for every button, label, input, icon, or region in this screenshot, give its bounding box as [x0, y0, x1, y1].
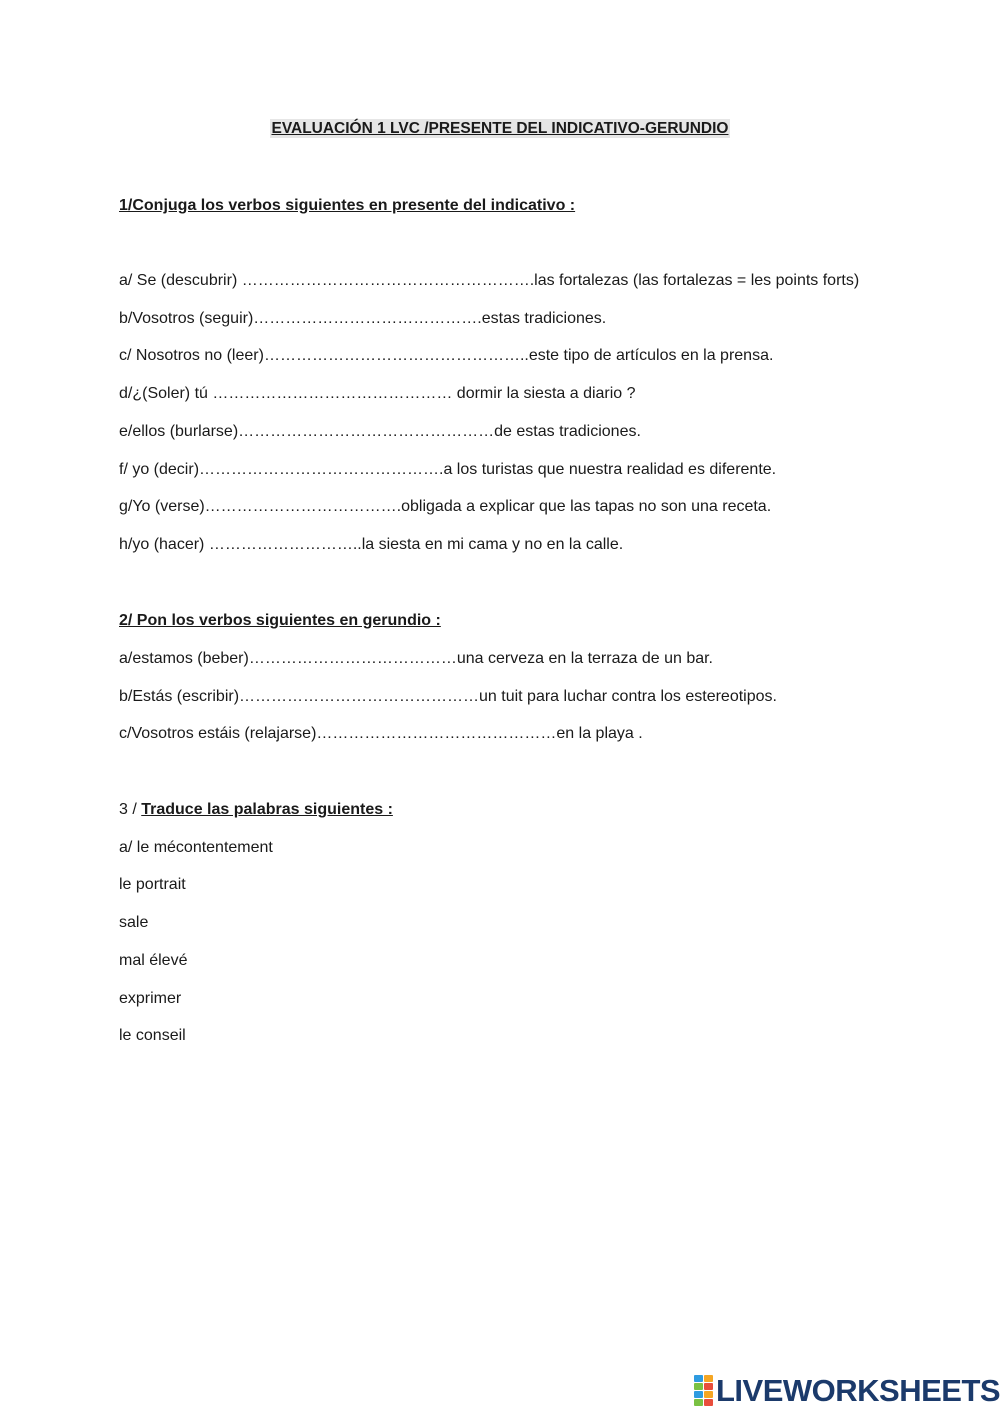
section1-item: e/ellos (burlarse)…………………………………………de estas tradiciones. [119, 423, 641, 440]
liveworksheets-logo [694, 1373, 1000, 1407]
section3-item: sale [119, 914, 149, 931]
section1-item: b/Vosotros (seguir)…………………………………….estas tradiciones. [119, 310, 607, 327]
logo-square [694, 1399, 703, 1406]
section3-item: exprimer [119, 990, 182, 1007]
section3-item: a/ le mécontentement [119, 839, 273, 856]
section3-item: le conseil [119, 1027, 186, 1044]
section3-heading: Traduce las palabras siguientes : [141, 801, 393, 818]
section1-item: g/Yo (verse)……………………………….obligada a explicar que las tapas no son una receta. [119, 498, 772, 515]
logo-square [694, 1391, 703, 1398]
title-text: EVALUACIÓN 1 LVC /PRESENTE DEL INDICATIVO-GERUNDIO [271, 120, 729, 137]
logo-grid-icon [694, 1375, 713, 1406]
section3-heading-line [119, 801, 393, 819]
section1-heading: 1/Conjuga los verbos siguientes en presente del indicativo : [119, 197, 576, 214]
section1-item: d/¿(Soler) tú ……………………………………… dormir la siesta a diario ? [119, 385, 636, 402]
logo-square [704, 1399, 713, 1406]
section2-item: a/estamos (beber)…………………………………una cerveza en la terraza de un bar. [119, 650, 713, 667]
logo-square [704, 1391, 713, 1398]
section3-item: le portrait [119, 876, 186, 893]
logo-square [704, 1375, 713, 1382]
section1-item: c/ Nosotros no (leer)…………………………………………..este tipo de artículos en la prensa. [119, 347, 774, 364]
logo-square [694, 1375, 703, 1382]
section1-item: a/ Se (descubrir) ……………………………………………….las fortalezas (las fortalezas = les points forts) [119, 272, 860, 289]
section2-item: b/Estás (escribir)………………………………………un tuit para luchar contra los estereotipos. [119, 688, 777, 705]
section2-item: c/Vosotros estáis (relajarse)………………………………………en la playa . [119, 725, 643, 742]
section3-item: mal élevé [119, 952, 188, 969]
worksheet-title [0, 120, 1000, 138]
logo-text: LIVEWORKSHEETS [716, 1372, 1000, 1408]
section1-item: f/ yo (decir)……………………………………….a los turistas que nuestra realidad es diferente. [119, 461, 777, 478]
logo-square [694, 1383, 703, 1390]
logo-square [704, 1383, 713, 1390]
section2-heading: 2/ Pon los verbos siguientes en gerundio : [119, 612, 441, 629]
section1-item: h/yo (hacer) ………………………..la siesta en mi cama y no en la calle. [119, 536, 624, 553]
section3-prefix: 3 / [119, 801, 142, 818]
